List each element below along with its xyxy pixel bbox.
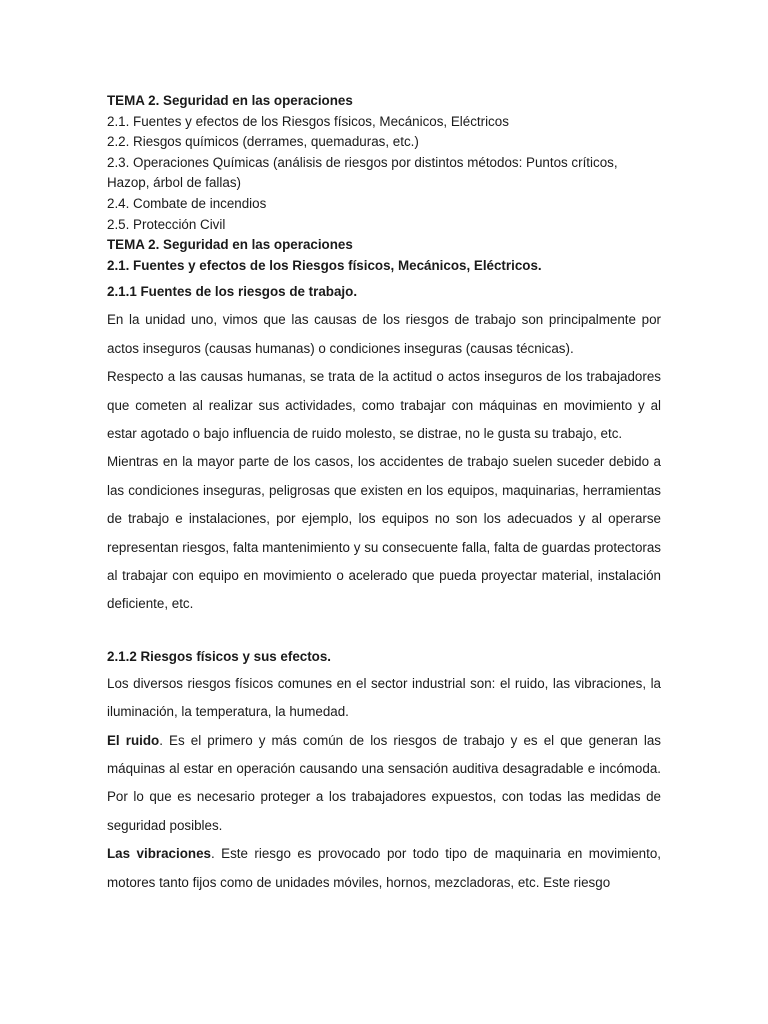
paragraph-vibraciones (107, 840, 661, 897)
subsection-heading-211: 2.1.1 Fuentes de los riesgos de trabajo. (107, 284, 358, 300)
term-vibraciones: Las vibraciones (107, 846, 211, 862)
toc-item: 2.1. Fuentes y efectos de los Riesgos físicos, Mecánicos, Eléctricos (107, 113, 509, 129)
toc-item: 2.3. Operaciones Químicas (análisis de riesgos por distintos métodos: Puntos críticos, Hazop, árbol de fallas) (107, 154, 618, 191)
toc-item: 2.5. Protección Civil (107, 216, 226, 232)
paragraph: Respecto a las causas humanas, se trata de la actitud o actos inseguros de los trabajadores que cometen al realizar sus actividades, como trabajar con máquinas en movimiento y al estar agotado o bajo influencia de ruido molesto, se distrae, no le gusta su trabajo, etc. (107, 369, 661, 441)
toc-item: 2.2. Riesgos químicos (derrames, quemaduras, etc.) (107, 134, 419, 150)
section-212-body (107, 670, 661, 897)
vibraciones-description: . Este riesgo es provocado por todo tipo de maquinaria en movimiento, motores tanto fijos como de unidades móviles, hornos, mezcladoras, etc. Este riesgo (107, 846, 661, 890)
document-page (107, 91, 661, 897)
toc-title: TEMA 2. Seguridad en las operaciones (107, 93, 353, 108)
subsection-heading-212: 2.1.2 Riesgos físicos y sus efectos. (107, 648, 332, 664)
table-of-contents (107, 91, 661, 276)
section-title: 2.1. Fuentes y efectos de los Riesgos físicos, Mecánicos, Eléctricos. (107, 257, 542, 273)
section-211-body (107, 306, 661, 618)
paragraph: En la unidad uno, vimos que las causas de los riesgos de trabajo son principalmente por actos inseguros (causas humanas) o condiciones inseguras (causas técnicas). (107, 312, 661, 356)
paragraph: Mientras en la mayor parte de los casos, los accidentes de trabajo suelen suceder debido a las condiciones inseguras, peligrosas que existen en los equipos, maquinarias, herramientas de trabajo e instalaciones, por ejemplo, los equipos no son los adecuados y al operarse representan riesgos, falta mantenimiento y su consecuente falla, falta de guardas protectoras al trabajar con equipo en movimiento o acelerado que pueda proyectar material, instalación deficiente, etc. (107, 454, 661, 612)
paragraph: Los diversos riesgos físicos comunes en el sector industrial son: el ruido, las vibraciones, la iluminación, la temperatura, la humedad. (107, 675, 661, 720)
ruido-description: . Es el primero y más común de los riesgos de trabajo y es el que generan las máquinas al estar en operación causando una sensación auditiva desagradable e incómoda. Por lo que es necesario proteger a los trabajadores expuestos, con todas las medidas de seguridad posibles. (107, 732, 662, 833)
paragraph-ruido (107, 727, 661, 841)
toc-item: 2.4. Combate de incendios (107, 195, 267, 211)
term-ruido: El ruido (107, 732, 160, 748)
chapter-title: TEMA 2. Seguridad en las operaciones (107, 237, 353, 253)
